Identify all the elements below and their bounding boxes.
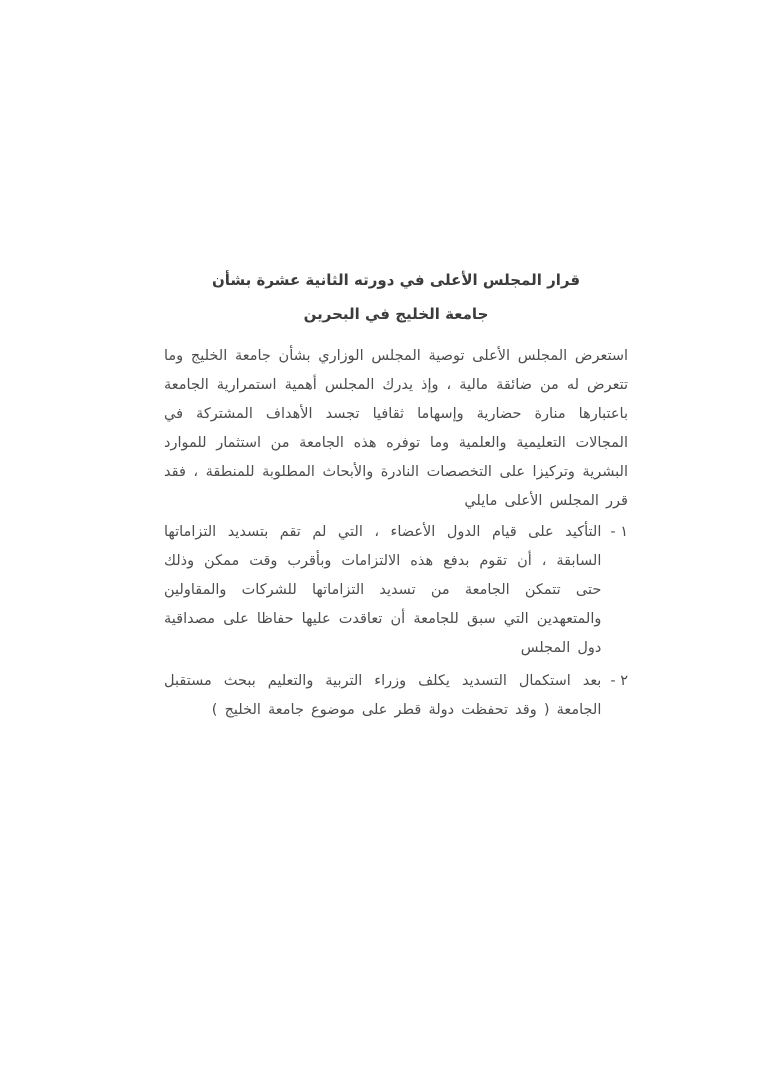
document-content bbox=[164, 268, 628, 725]
resolution-list bbox=[164, 518, 628, 725]
intro-paragraph: استعرض المجلس الأعلى توصية المجلس الوزاري بشأن جامعة الخليج وما تتعرض له من ضائقة مالية ، وإذ يدرك المجلس أهمية استمرارية الجامعة باعتبارها منارة حضارية وإسهاما ثقافيا تجسد الأهداف المشتركة في المجالات التعليمية والعلمية وما توفره هذه الجامعة من استثمار للموارد البشرية وتركيزا على التخصصات النادرة والأبحاث المطلوبة للمنطقة ، فقد قرر المجلس الأعلى مايلي bbox=[164, 348, 628, 509]
document-title-line2: جامعة الخليج في البحرين bbox=[303, 305, 489, 323]
resolution-item-2 bbox=[164, 667, 628, 725]
item-2-number: ٢ - bbox=[610, 673, 628, 689]
resolution-item-1 bbox=[164, 518, 628, 663]
document-title-line1: قرار المجلس الأعلى في دورته الثانية عشرة بشأن bbox=[211, 271, 581, 289]
item-2-text: بعد استكمال التسديد يكلف وزراء التربية والتعليم ببحث مستقبل الجامعة ( وقد تحفظت دولة قطر على موضوع جامعة الخليج ) bbox=[164, 673, 602, 718]
item-1-text: التأكيد على قيام الدول الأعضاء ، التي لم تقم بتسديد التزاماتها السابقة ، أن تقوم بدفع هذه الالتزامات وبأقرب وقت ممكن وذلك حتى تتمكن الجامعة من تسديد التزاماتها للشركات والمقاولين والمتعهدين التي سبق للجامعة أن تعاقدت عليها حفاظا على مصداقية دول المجلس bbox=[164, 524, 602, 656]
item-1-number: ١ - bbox=[610, 524, 628, 540]
